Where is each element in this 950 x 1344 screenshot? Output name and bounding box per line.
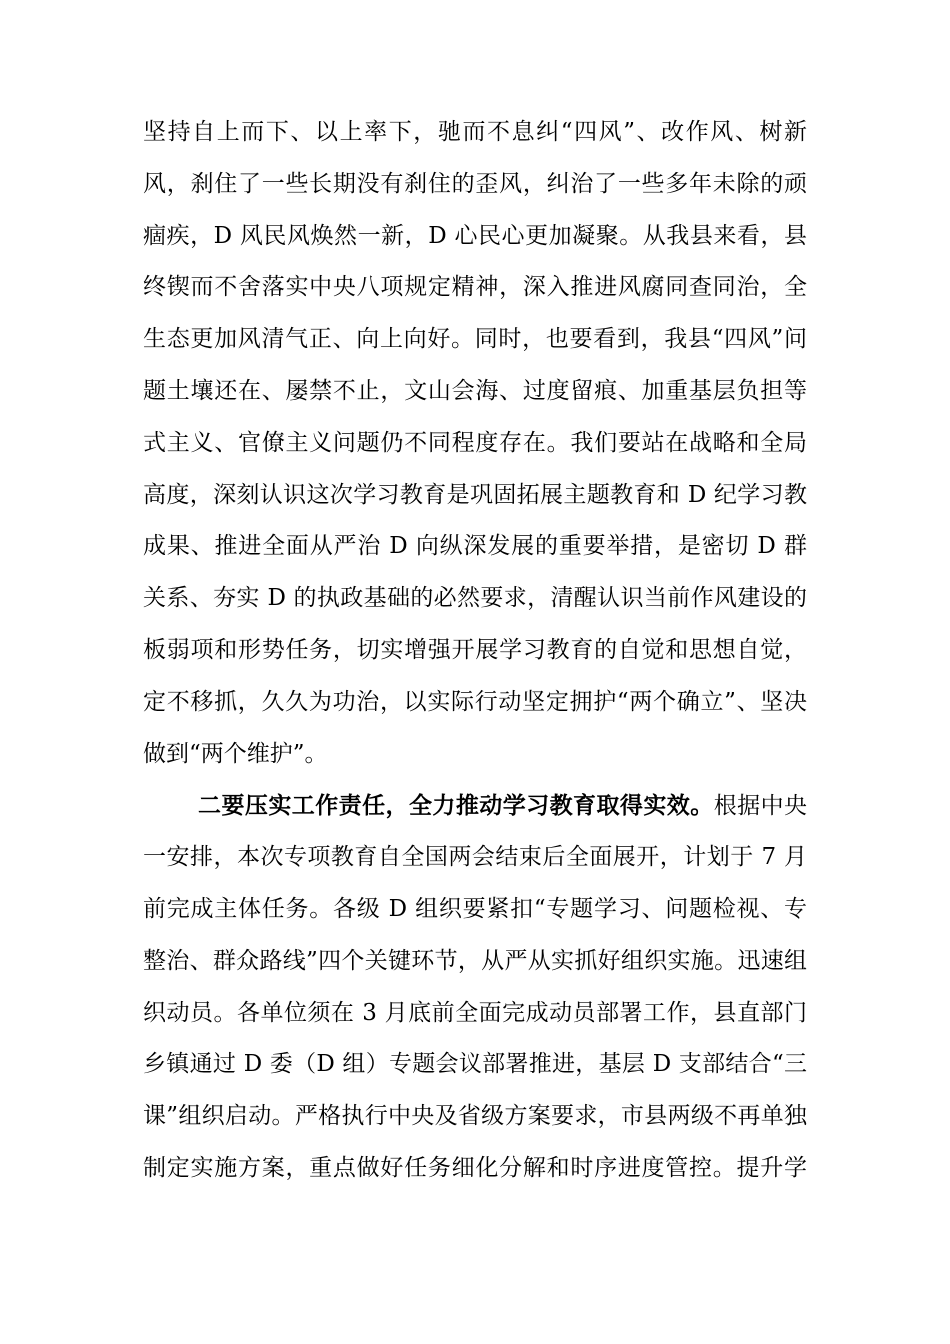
paragraph1-line: 风，刹住了一些长期没有刹住的歪风，纠治了一些多年未除的顽	[143, 170, 807, 197]
paragraph1-line: 终锲而不舍落实中央八项规定精神，深入推进风腐同查同治，全	[143, 274, 807, 301]
paragraph2-heading-tail: 根据中央	[713, 793, 807, 820]
paragraph1-line: 痼疾，D 风民风焕然一新，D 心民心更加凝聚。从我县来看，县	[143, 222, 807, 249]
paragraph1-line: 题土壤还在、屡禁不止，文山会海、过度留痕、加重基层负担等	[143, 377, 807, 404]
paragraph1-line: 生态更加风清气正、向上向好。同时，也要看到，我县“四风”问	[143, 326, 807, 353]
paragraph1-line: 坚持自上而下、以上率下，驰而不息纠“四风”、改作风、树新	[143, 119, 807, 145]
paragraph2-heading-bold: 二要压实工作责任，全力推动学习教育取得实效。	[198, 792, 714, 820]
paragraph1-line: 高度，深刻认识这次学习教育是巩固拓展主题教育和 D 纪学习教	[143, 481, 807, 508]
paragraph2-line: 整治、群众路线”四个关键环节，从严从实抓好组织实施。迅速组	[143, 947, 807, 974]
paragraph2-line: 织动员。各单位须在 3 月底前全面完成动员部署工作，县直部门	[143, 999, 807, 1026]
paragraph2-line: 制定实施方案，重点做好任务细化分解和时序进度管控。提升学	[143, 1154, 807, 1181]
paragraph1-line: 关系、夯实 D 的执政基础的必然要求，清醒认识当前作风建设的	[143, 585, 807, 612]
paragraph1-line: 成果、推进全面从严治 D 向纵深发展的重要举措，是密切 D 群	[143, 533, 807, 560]
paragraph1-last-line: 做到“两个维护”。	[143, 740, 328, 767]
paragraph2-line: 课”组织启动。严格执行中央及省级方案要求，市县两级不再单独	[143, 1103, 807, 1130]
paragraph2-line: 乡镇通过 D 委（D 组）专题会议部署推进，基层 D 支部结合“三	[143, 1051, 807, 1078]
paragraph2-first-line	[143, 780, 807, 832]
paragraph2-line: 前完成主体任务。各级 D 组织要紧扣“专题学习、问题检视、专	[143, 895, 807, 922]
document-text-block	[143, 107, 807, 1195]
paragraph1-line: 板弱项和形势任务，切实增强开展学习教育的自觉和思想自觉，	[143, 636, 807, 663]
paragraph1-line: 定不移抓，久久为功治，以实际行动坚定拥护“两个确立”、坚决	[143, 688, 807, 715]
paragraph1-line: 式主义、官僚主义问题仍不同程度存在。我们要站在战略和全局	[143, 429, 807, 456]
paragraph2-line: 一安排，本次专项教育自全国两会结束后全面展开，计划于 7 月	[143, 844, 807, 871]
